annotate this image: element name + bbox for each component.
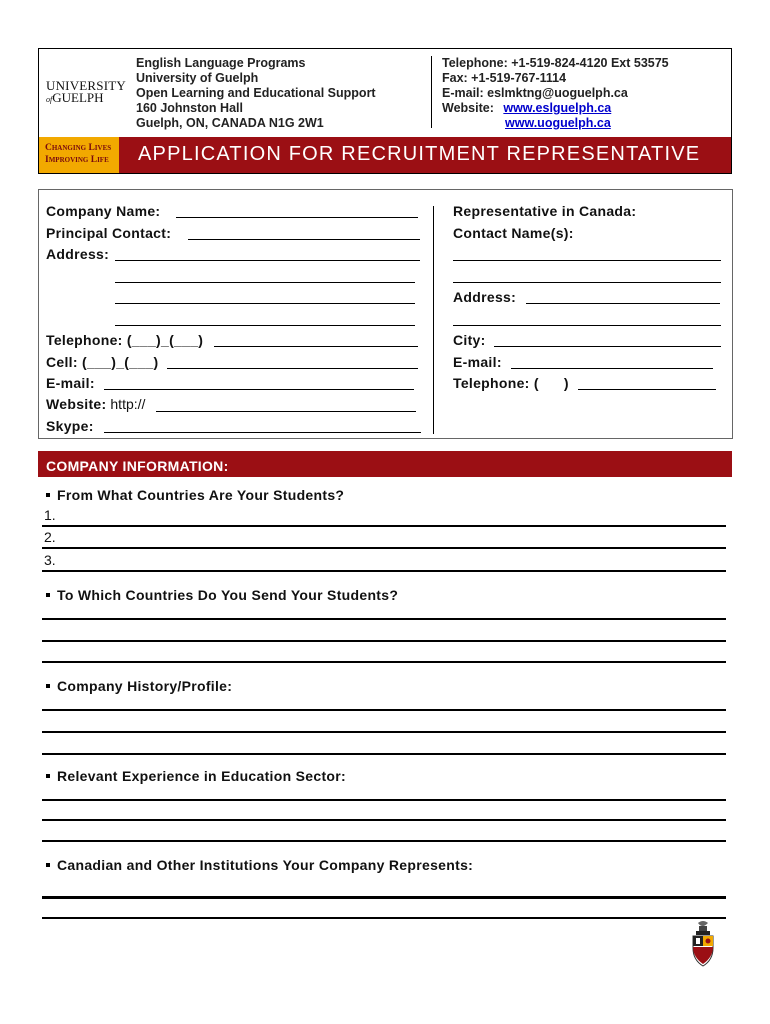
address-field-4[interactable] bbox=[115, 325, 415, 326]
answer-line-11[interactable] bbox=[42, 819, 726, 821]
answer-line-6[interactable] bbox=[42, 661, 726, 663]
answer-line-7[interactable] bbox=[42, 709, 726, 711]
email-label: E-mail: bbox=[46, 375, 95, 391]
answer-line-4[interactable] bbox=[42, 618, 726, 620]
university-logo bbox=[39, 49, 126, 137]
cell-field[interactable] bbox=[167, 368, 418, 369]
address-block: English Language Programs University of Guelph Open Learning and Educational Support 160 Johnston Hall Guelph, ON, CANADA N1G 2W1 bbox=[136, 56, 376, 130]
address-label: Address: bbox=[46, 246, 110, 262]
city-field[interactable] bbox=[494, 346, 721, 347]
rep-canada-label: Representative in Canada: bbox=[453, 203, 637, 219]
skype-label: Skype: bbox=[46, 418, 94, 434]
question-institutions: Canadian and Other Institutions Your Company Represents: bbox=[46, 857, 473, 873]
university-crest-icon bbox=[688, 919, 718, 969]
answer-line-5[interactable] bbox=[42, 640, 726, 642]
logo-wordmark: UNIVERSITY ofGUELPH bbox=[46, 78, 126, 105]
answer-line-3[interactable] bbox=[42, 570, 726, 572]
city-label: City: bbox=[453, 332, 486, 348]
rep-email-label: E-mail: bbox=[453, 354, 502, 370]
answer-line-13[interactable] bbox=[42, 896, 726, 899]
rep-address-field[interactable] bbox=[526, 303, 720, 304]
contact-divider bbox=[433, 206, 434, 434]
rep-address-label: Address: bbox=[453, 289, 517, 305]
logo-tagline: Changing Lives Improving Life bbox=[39, 137, 119, 173]
address-field-1[interactable] bbox=[115, 260, 420, 261]
company-name-label: Company Name: bbox=[46, 203, 161, 219]
website-link-uoguelph[interactable]: www.uoguelph.ca bbox=[505, 116, 611, 130]
number-2: 2. bbox=[44, 529, 56, 545]
title-bar bbox=[119, 137, 731, 173]
number-1: 1. bbox=[44, 507, 56, 523]
company-name-field[interactable] bbox=[176, 217, 418, 218]
phone-block: Telephone: +1-519-824-4120 Ext 53575 Fax: +1-519-767-1114 E-mail: eslmktng@uoguelph.ca Website: www.eslguelph.ca www.uoguelph.ca bbox=[442, 56, 669, 130]
question-experience: Relevant Experience in Education Sector: bbox=[46, 768, 346, 784]
bullet-icon bbox=[46, 774, 50, 778]
number-3: 3. bbox=[44, 552, 56, 568]
address-field-3[interactable] bbox=[115, 303, 415, 304]
company-info-heading: COMPANY INFORMATION: bbox=[46, 458, 229, 474]
skype-field[interactable] bbox=[104, 432, 421, 433]
website-link-esl[interactable]: www.eslguelph.ca bbox=[503, 101, 612, 115]
bullet-icon bbox=[46, 493, 50, 497]
rep-address-field-2[interactable] bbox=[453, 325, 721, 326]
question-history: Company History/Profile: bbox=[46, 678, 232, 694]
bullet-icon bbox=[46, 863, 50, 867]
rep-telephone-label: Telephone: ( ) bbox=[453, 375, 569, 391]
address-field-2[interactable] bbox=[115, 282, 415, 283]
rep-telephone-field[interactable] bbox=[578, 389, 716, 390]
question-from-countries: From What Countries Are Your Students? bbox=[46, 487, 344, 503]
answer-line-9[interactable] bbox=[42, 753, 726, 755]
bullet-icon bbox=[46, 684, 50, 688]
bullet-icon bbox=[46, 593, 50, 597]
principal-contact-label: Principal Contact: bbox=[46, 225, 172, 241]
contact-names-field-2[interactable] bbox=[453, 282, 721, 283]
header-divider bbox=[431, 56, 432, 128]
answer-line-1[interactable] bbox=[42, 525, 726, 527]
question-send-countries: To Which Countries Do You Send Your Students? bbox=[46, 587, 398, 603]
page-title: APPLICATION FOR RECRUITMENT REPRESENTATIVE bbox=[138, 143, 701, 165]
principal-contact-field[interactable] bbox=[188, 239, 420, 240]
telephone-label: Telephone: (___)_(___) bbox=[46, 332, 204, 348]
rep-email-field[interactable] bbox=[511, 368, 713, 369]
answer-line-2[interactable] bbox=[42, 547, 726, 549]
contact-names-field-1[interactable] bbox=[453, 260, 721, 261]
email-field[interactable] bbox=[104, 389, 414, 390]
answer-line-10[interactable] bbox=[42, 799, 726, 801]
website-field[interactable] bbox=[156, 411, 416, 412]
cell-label: Cell: (___)_(___) bbox=[46, 354, 159, 370]
contact-names-label: Contact Name(s): bbox=[453, 225, 574, 241]
answer-line-8[interactable] bbox=[42, 731, 726, 733]
website-row: Website: http:// bbox=[46, 396, 146, 412]
answer-line-12[interactable] bbox=[42, 840, 726, 842]
company-info-bar bbox=[38, 451, 732, 477]
telephone-field[interactable] bbox=[214, 346, 418, 347]
answer-line-14[interactable] bbox=[42, 917, 726, 919]
